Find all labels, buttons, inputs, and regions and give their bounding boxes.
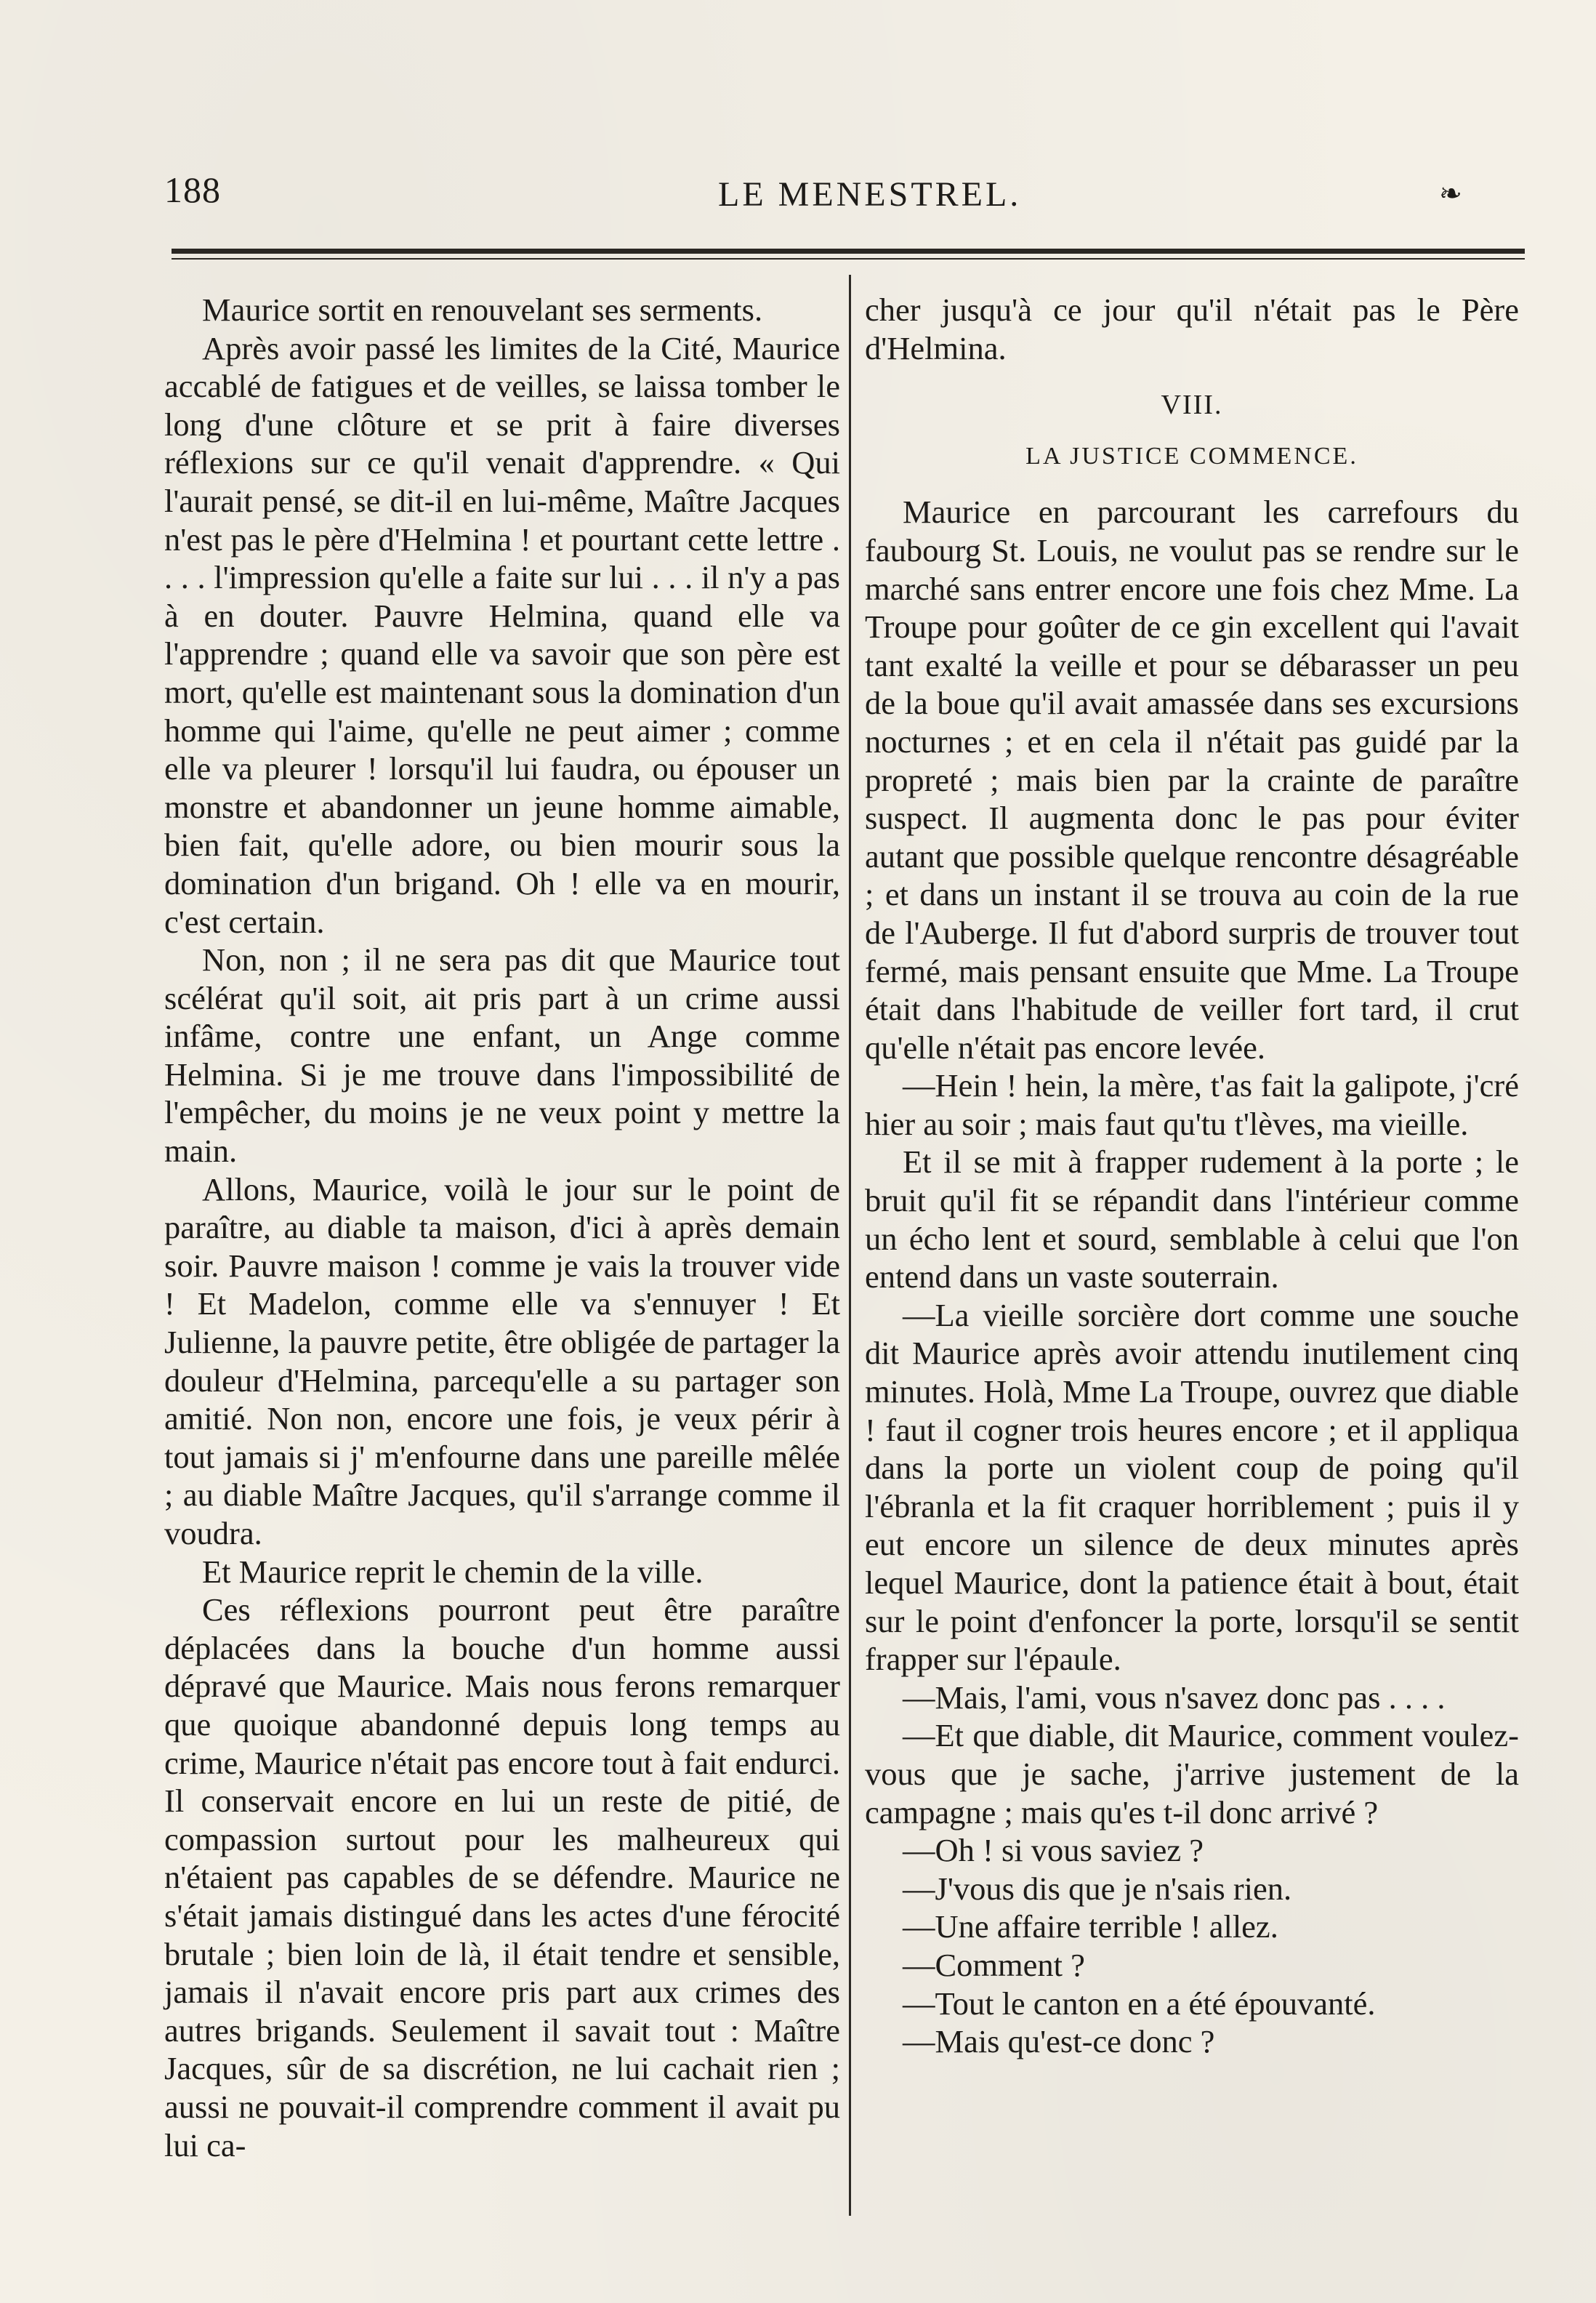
page-header — [0, 0, 1596, 247]
page-number: 188 — [164, 169, 221, 210]
paragraph: Ces réflexions pourront peut être paraître déplacées dans la bouche d'un homme aussi dépravé que Maurice. Mais nous ferons remarquer que quoique abandonné depuis long temps au crime, Maurice n'était pas encore tout à fait endurci. Il conservait encore en lui un reste de pitié, de compassion surtout pour les malheureux qui n'étaient pas capables de se défendre. Maurice ne s'était jamais distingué dans les actes d'une férocité brutale ; bien loin de là, il était tendre et sensible, jamais il n'avait encore pris part aux crimes des autres brigands. Seulement il savait tout : Maître Jacques, sûr de sa discrétion, ne lui cachait rien ; aussi ne pouvait-il comprendre comment il avait pu lui ca- — [164, 1591, 840, 2163]
paragraph: Maurice en parcourant les carrefours du faubourg St. Louis, ne voulut pas se rendre sur le marché sans entrer encore une fois chez Mme. La Troupe pour goûter de ce gin excellent qui l'avait tant exalté la veille et pour se débarasser un peu de la boue qu'il avait amassée dans ses excursions nocturnes ; et en cela il n'était pas guidé par la propreté ; mais bien par la crainte de paraître suspect. Il augmenta donc le pas pour éviter autant que possible quelque rencontre désagréable ; et dans un instant il se trouva au coin de la rue de l'Auberge. Il fut d'abord surpris de trouver tout fermé, mais pensant ensuite que Mme. La Troupe était dans l'habitude de veiller fort tard, il crut qu'elle n'était pas encore levée. — [865, 494, 1519, 1066]
paragraph: Après avoir passé les limites de la Cité, Maurice accablé de fatigues et de veilles, se laissa tomber le long d'une clôture et se prit à faire diverses réflexions sur ce qu'il venait d'apprendre. « Qui l'aurait pensé, se dit-il en lui-même, Maître Jacques n'est pas le père d'Helmina ! et pourtant cette lettre . . . . l'impression qu'elle a faite sur lui . . . il n'y a pas à en douter. Pauvre Helmina, quand elle va l'apprendre ; quand elle va savoir que son père est mort, qu'elle est maintenant sous la domination d'un homme qui l'aime, qu'elle ne peut aimer ; comme elle va pleurer ! lorsqu'il lui faudra, ou épouser un monstre et abandonner un jeune homme aimable, bien fait, qu'elle adore, ou bien mourir sous la domination d'un brigand. Oh ! elle va en mourir, c'est certain. — [164, 329, 840, 940]
chapter-title: LA JUSTICE COMMENCE. — [1025, 442, 1358, 470]
column-divider — [849, 275, 851, 2216]
running-title: LE MENESTREL. — [718, 175, 1022, 214]
header-rule-thin — [172, 258, 1525, 260]
dialogue-line: —Oh ! si vous saviez ? — [903, 1832, 1204, 1869]
right-column — [865, 291, 1519, 2061]
dialogue-line: —Tout le canton en a été épouvanté. — [903, 1985, 1376, 2022]
left-column — [164, 291, 840, 2164]
dialogue-line: —Hein ! hein, la mère, t'as fait la galipote, j'cré hier au soir ; mais faut qu'tu t'lèves, ma vieille. — [865, 1067, 1519, 1142]
dialogue-line: —Mais qu'est-ce donc ? — [903, 2023, 1215, 2060]
dialogue-line: —J'vous dis que je n'sais rien. — [903, 1870, 1292, 1907]
paragraph: Et Maurice reprit le chemin de la ville. — [202, 1553, 704, 1590]
paragraph: Maurice sortit en renouvelant ses serments. — [202, 292, 763, 328]
ornament-icon: ❧ — [1439, 179, 1462, 209]
dialogue-line: —Et que diable, dit Maurice, comment voulez-vous que je sache, j'arrive justement de la campagne ; mais qu'es t-il donc arrivé ? — [865, 1717, 1519, 1830]
chapter-number: VIII. — [1161, 390, 1223, 421]
dialogue-line: —Mais, l'ami, vous n'savez donc pas . . . . — [903, 1679, 1446, 1716]
paragraph: Et il se mit à frapper rudement à la porte ; le bruit qu'il fit se répandit dans l'intérieur comme un écho lent et sourd, semblable à celui que l'on entend dans un vaste souterrain. — [865, 1144, 1519, 1295]
paragraph: Non, non ; il ne sera pas dit que Maurice tout scélérat qu'il soit, ait pris part à un crime aussi infâme, contre une enfant, un Ange comme Helmina. Si je me trouve dans l'impossibilité de l'empêcher, du moins je ne veux point y mettre la main. — [164, 941, 840, 1170]
dialogue-line: —La vieille sorcière dort comme une souche dit Maurice après avoir attendu inutilement cinq minutes. Holà, Mme La Troupe, ouvrez que diable ! faut il cogner trois heures encore ; et il appliqua dans la porte un violent coup de poing qu'il l'ébranla et la fit craquer horriblement ; puis il y eut encore un silence de deux minutes après lequel Maurice, dont la patience était à bout, était sur le point d'enfoncer la porte, lorsqu'il se sentit frapper sur l'épaule. — [865, 1296, 1519, 1678]
dialogue-line: —Une affaire terrible ! allez. — [903, 1908, 1278, 1945]
paragraph-continuation: cher jusqu'à ce jour qu'il n'était pas le Père d'Helmina. — [865, 292, 1519, 366]
header-rule-thick — [172, 249, 1525, 254]
dialogue-line: —Comment ? — [903, 1946, 1085, 1983]
paragraph: Allons, Maurice, voilà le jour sur le point de paraître, au diable ta maison, d'ici à après demain soir. Pauvre maison ! comme je vais la trouver vide ! Et Madelon, comme elle va s'ennuyer ! Et Julienne, la pauvre petite, être obligée de partager la douleur d'Helmina, parcequ'elle a su partager son amitié. Non non, encore une fois, je veux périr à tout jamais si j' m'enfourne dans une pareille mêlée ; au diable Maître Jacques, qu'il s'arrange comme il voudra. — [164, 1170, 840, 1551]
